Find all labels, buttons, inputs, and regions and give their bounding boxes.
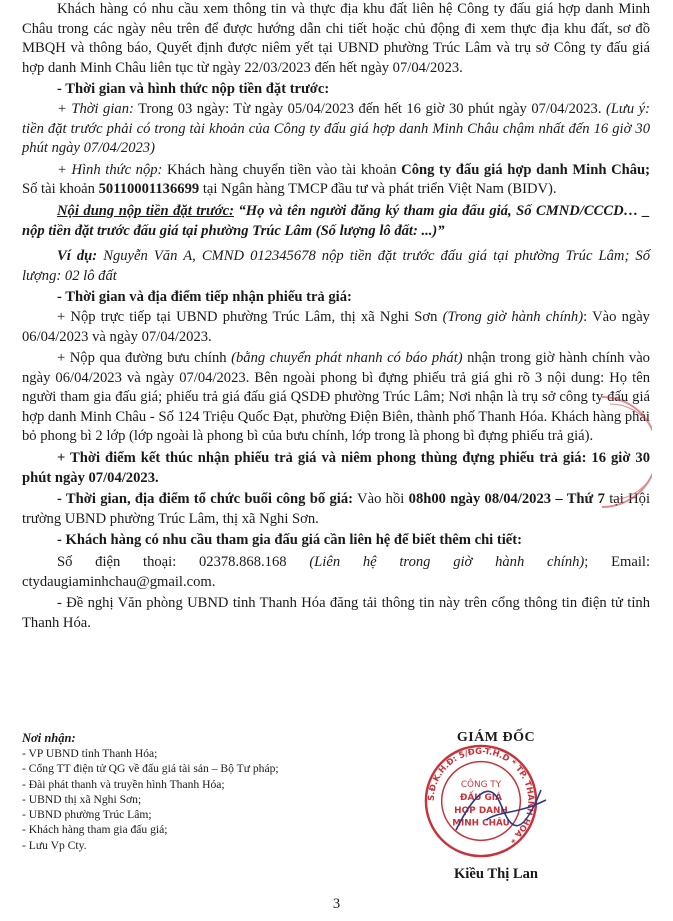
- recipient-item: - UBND phường Trúc Lâm;: [22, 808, 152, 822]
- contact-heading: - Khách hàng có nhu cầu tham gia đấu giá cần liên hệ để biết thêm chi tiết:: [57, 532, 522, 549]
- partial-seal-mark: [592, 392, 652, 512]
- recipient-item: - Đài phát thanh và truyền hình Thanh Hóa;: [22, 777, 225, 791]
- contact-info: Số điện thoại: 02378.868.168 (Liên hệ trong giờ hành chính); Email: ctydaugiaminhchau@gmail.com.: [22, 554, 650, 590]
- deposit-content: Nội dung nộp tiền đặt trước: “Họ và tên người đăng ký tham gia đấu giá, Số CMND/CCCD… _ nộp tiền đặt trước đấu giá tại phường Trúc Lâm (Số lượng lô đất: ...)”: [22, 202, 651, 239]
- signer-name: Kiều Thị Lan: [453, 866, 539, 882]
- seal-line: MINH CHÂU: [452, 818, 510, 829]
- close-time: + Thời điểm kết thúc nhận phiếu trả giá và niêm phong thùng đựng phiếu trả giá: 16 giờ 30 phút ngày 07/04/2023.: [22, 450, 650, 486]
- publish-request: - Đề nghị Văn phòng UBND tỉnh Thanh Hóa đăng tải thông tin này trên cổng thông tin điện tử tỉnh Thanh Hóa.: [22, 595, 650, 631]
- recipients-list: [22, 730, 352, 853]
- deposit-method: + Hình thức nộp: Khách hàng chuyển tiền vào tài khoản Công ty đấu giá hợp danh Minh Châu; Số tài khoản 50110001136699 tại Ngân hàng TMCP đầu tư và phát triển Việt Nam (BIDV).: [22, 161, 650, 198]
- intro-paragraph: Khách hàng có nhu cầu xem thông tin và thực địa khu đất liên hệ Công ty đấu giá hợp danh Minh Châu trong các ngày nêu trên để được hướng dẫn chi tiết hoặc chủ động đi xem thực địa khu đất, sơ đồ MBQH và thông báo, Quyết định được niêm yết tại UBND phường Trúc Lâm và trụ sở Công ty đấu giá hợp danh Minh Châu liên tục từ ngày 22/03/2023 đến hết ngày 07/04/2023.: [22, 1, 650, 76]
- receive-heading: - Thời gian và địa điểm tiếp nhận phiếu trả giá:: [57, 289, 352, 306]
- seal-line: CÔNG TY: [460, 780, 502, 791]
- announce-info: - Thời gian, địa điểm tổ chức buổi công bố giá: Vào hồi 08h00 ngày 08/04/2023 – Thứ 7 tại Hội trường UBND phường Trúc Lâm, thị xã Nghi Sơn.: [22, 491, 650, 527]
- page-number: 3: [332, 896, 341, 912]
- recipient-item: - UBND thị xã Nghi Sơn;: [22, 792, 142, 806]
- seal-line: HỢP DANH: [454, 805, 508, 816]
- document-body: [22, 0, 650, 633]
- deposit-example: Ví dụ: Nguyễn Văn A, CMND 012345678 nộp tiền đặt trước đấu giá tại phường Trúc Lâm; Số lượng: 02 lô đất: [22, 248, 650, 284]
- recipients-title: Nơi nhận:: [22, 731, 76, 745]
- signer-title: GIÁM ĐỐC: [456, 730, 536, 745]
- signature-block: [386, 730, 606, 882]
- seal-line: ĐẤU GIÁ: [460, 793, 502, 804]
- deposit-time: + Thời gian: Trong 03 ngày: Từ ngày 05/04/2023 đến hết 16 giờ 30 phút ngày 07/04/2023. (Lưu ý: tiền đặt trước phải có trong tài khoản của Công ty đấu giá hợp danh Minh Châu chậm nhất đến 16 giờ 30 phút ngày 07/04/2023): [22, 100, 650, 157]
- handwritten-signature: [446, 760, 556, 850]
- recipient-item: - Lưu Vp Cty.: [22, 838, 87, 852]
- receive-direct: + Nộp trực tiếp tại UBND phường Trúc Lâm, thị xã Nghi Sơn (Trong giờ hành chính): Vào ngày 06/04/2023 và ngày 07/04/2023.: [22, 308, 650, 345]
- recipient-item: - Khách hàng tham gia đấu giá;: [22, 823, 168, 837]
- deposit-heading: - Thời gian và hình thức nộp tiền đặt trước:: [57, 81, 330, 98]
- recipient-item: - VP UBND tỉnh Thanh Hóa;: [22, 747, 158, 760]
- document-footer: [22, 730, 650, 910]
- recipient-item: - Cổng TT điện tử QG về đấu giá tài sản – Bộ Tư pháp;: [22, 762, 279, 776]
- seal-ring-text: S.Đ.K.H.Đ: 5/ĐG-T.H.D * TP. THANH HÓA *: [425, 745, 537, 846]
- receive-post: + Nộp qua đường bưu chính (bằng chuyển phát nhanh có báo phát) nhận trong giờ hành chính vào ngày 06/04/2023 và ngày 07/04/2023. Bên ngoài phong bì đựng phiếu trả giá ghi rõ 3 nội dung: Họ tên người tham gia đấu giá; phiếu trả giá đấu giá QSDĐ phường Trúc Lâm; Nơi nhận là trụ sở công ty đấu giá hợp danh Minh Châu - Số 124 Triệu Quốc Đạt, phường Điện Biên, thành phố Thanh Hóa. Khách hàng phải bỏ phong bì 2 lớp (lớp ngoài là phong bì của bưu chính, lớp trong là phong bì đựng phiếu trả giá).: [22, 350, 650, 445]
